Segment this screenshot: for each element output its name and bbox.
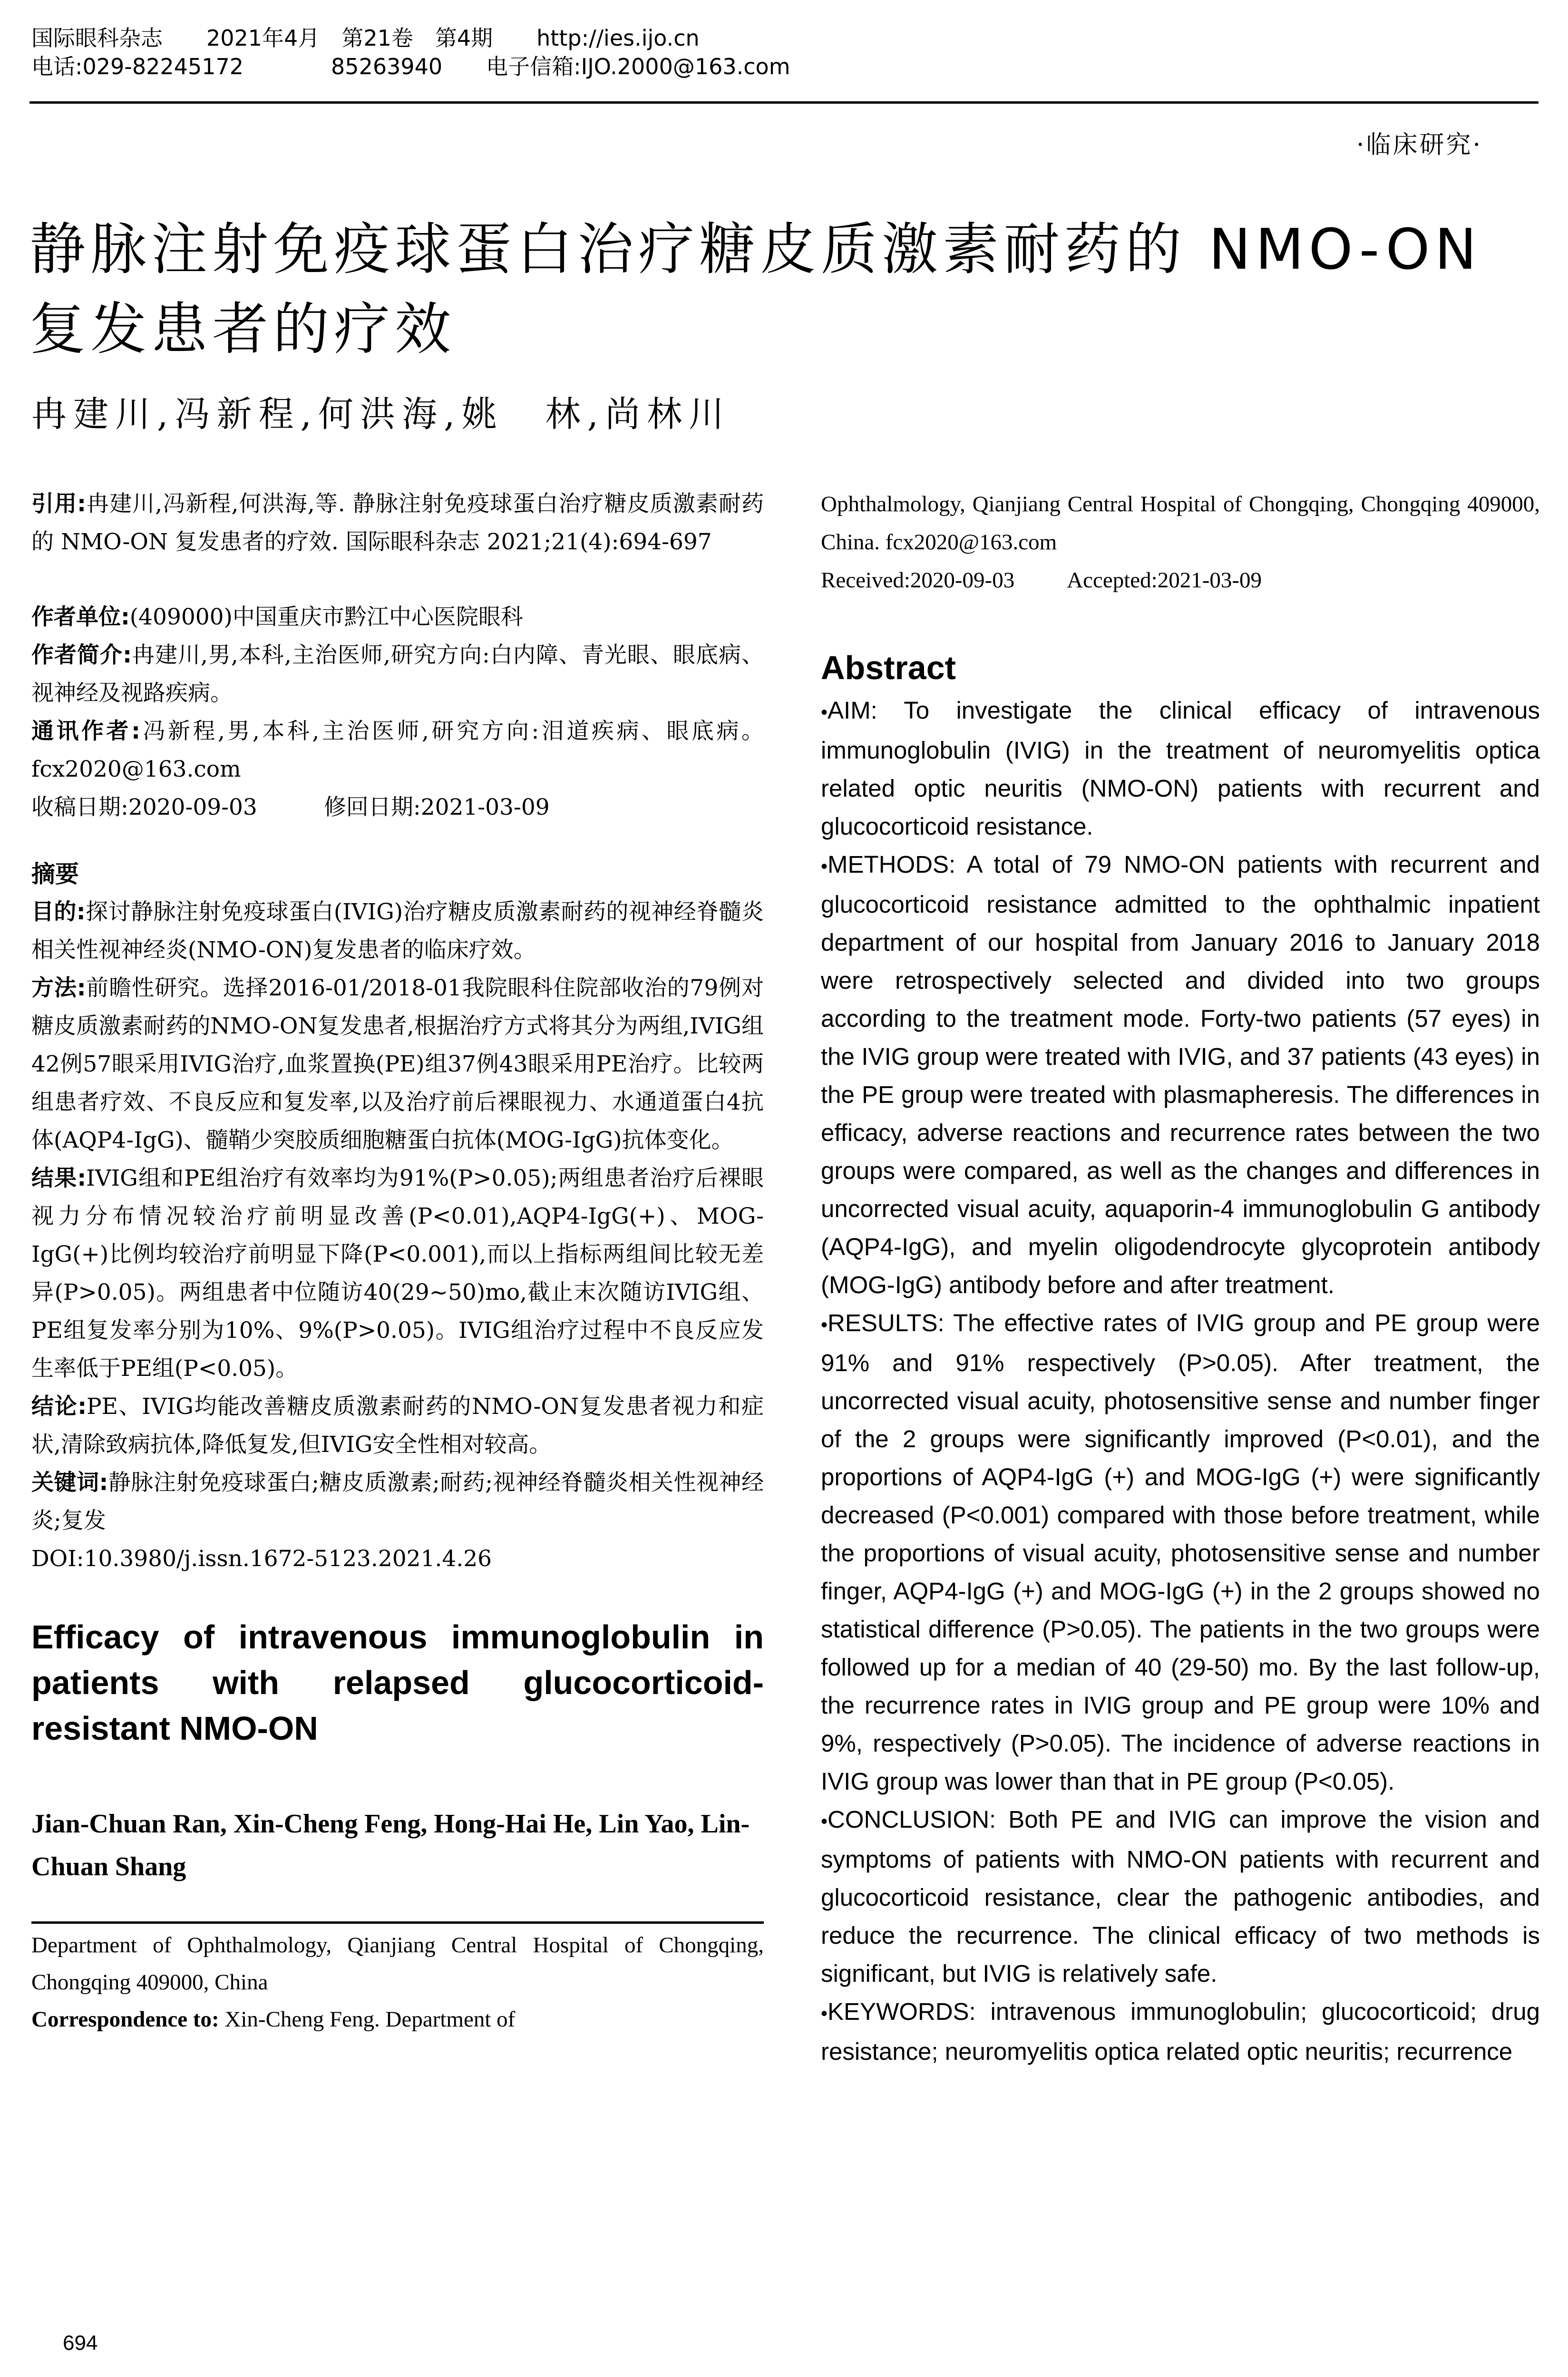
- correspondence-label: Correspondence to:: [31, 2007, 219, 2032]
- cn-keywords: [31, 1464, 764, 1540]
- phone-2: 85263940: [331, 54, 443, 79]
- cn-abstract-heading: 摘要: [31, 860, 79, 888]
- author-bio: [31, 636, 764, 712]
- abstract-conclusion: [821, 1801, 1540, 1993]
- author-unit-text: (409000)中国重庆市黔江中心医院眼科: [129, 604, 523, 630]
- en-dates: [821, 561, 1540, 599]
- author-unit-label: 作者单位:: [31, 604, 130, 630]
- correspondence: [31, 2001, 764, 2038]
- chinese-authors: 冉建川,冯新程,何洪海,姚 林,尚林川: [31, 394, 731, 435]
- cn-conclusion: [31, 1388, 764, 1464]
- cn-keywords-label: 关键词:: [31, 1470, 108, 1496]
- author-unit: [31, 598, 764, 636]
- left-column: [31, 485, 764, 2038]
- cn-keywords-text: 静脉注射免疫球蛋白;糖皮质激素;耐药;视神经脊髓炎相关性视神经炎;复发: [31, 1470, 764, 1534]
- cn-aim-text: 探讨静脉注射免疫球蛋白(IVIG)治疗糖皮质激素耐药的视神经脊髓炎相关性视神经炎(NMO-ON)复发患者的临床疗效。: [31, 899, 764, 963]
- page-number: 694: [63, 2331, 98, 2355]
- bullet-icon: •: [821, 1315, 828, 1335]
- cn-conclusion-label: 结论:: [31, 1393, 87, 1420]
- cn-dates: [31, 789, 764, 827]
- cn-aim: [31, 893, 764, 969]
- correspondence-continued: Ophthalmology, Qianjiang Central Hospital of Chongqing, Chongqing 409000, China. fcx2020@163.com: [821, 492, 1540, 555]
- received-date: 收稿日期:2020-09-03: [31, 794, 257, 820]
- cn-results: [31, 1159, 764, 1388]
- doi[interactable]: DOI:10.3980/j.issn.1672-5123.2021.4.26: [31, 1546, 492, 1572]
- citation-text: 冉建川,冯新程,何洪海,等. 静脉注射免疫球蛋白治疗糖皮质激素耐药的 NMO-ON 复发患者的疗效. 国际眼科杂志 2021;21(4):694-697: [31, 491, 764, 555]
- correspondence-text-left: Xin-Cheng Feng. Department of: [224, 2007, 516, 2032]
- citation: [31, 485, 764, 561]
- running-header: [31, 24, 790, 81]
- chinese-title: 静脉注射免疫球蛋白治疗糖皮质激素耐药的 NMO-ON 复发患者的疗效: [29, 216, 1481, 362]
- corresponding-author: [31, 712, 764, 789]
- journal-url[interactable]: http://ies.ijo.cn: [536, 25, 700, 51]
- affiliation: Department of Ophthalmology, Qianjiang Central Hospital of Chongqing, Chongqing 409000, China: [31, 1933, 764, 1995]
- cn-methods-label: 方法:: [31, 975, 86, 1001]
- affiliation-rule: [31, 1921, 764, 1924]
- journal-name: 国际眼科杂志: [31, 25, 163, 51]
- header-rule: [29, 101, 1539, 104]
- right-column: [821, 485, 1540, 2071]
- abstract-keywords: [821, 1993, 1540, 2071]
- abstract-results: [821, 1304, 1540, 1801]
- abstract-aim-text: AIM: To investigate the clinical efficacy of intravenous immunoglobulin (IVIG) in the treatment of neuromyelitis optica related optic neuritis (NMO-ON) patients with recurrent and glucocorticoid resistance.: [821, 697, 1540, 840]
- revised-date: 修回日期:2021-03-09: [323, 794, 550, 820]
- abstract-keywords-text: KEYWORDS: intravenous immunoglobulin; glucocorticoid; drug resistance; neuromyelitis optica related optic neuritis; recurrence: [821, 1998, 1540, 2065]
- cn-conclusion-text: PE、IVIG均能改善糖皮质激素耐药的NMO-ON复发患者视力和症状,清除致病抗体,降低复发,但IVIG安全性相对较高。: [31, 1393, 764, 1458]
- cn-aim-label: 目的:: [31, 899, 86, 925]
- abstract-methods-text: METHODS: A total of 79 NMO-ON patients with recurrent and glucocorticoid resistance admitted to the ophthalmic inpatient department of our hospital from January 2016 to January 2018 were retrospectively selected and divided into two groups according to the treatment mode. Forty-two patients (57 eyes) in the IVIG group were treated with IVIG, and 37 patients (43 eyes) in the PE group were treated with plasmapheresis. The differences in efficacy, adverse reactions and recurrence rates between the two groups were compared, as well as the changes and differences in uncorrected visual acuity, aquaporin-4 immunoglobulin G antibody (AQP4-IgG), and myelin oligodendrocyte glycoprotein antibody (MOG-IgG) antibody before and after treatment.: [821, 851, 1540, 1298]
- corresponding-author-text: 冯新程,男,本科,主治医师,研究方向:泪道疾病、眼底病。fcx2020@163.com: [31, 718, 764, 782]
- cn-methods: [31, 969, 764, 1159]
- author-bio-label: 作者简介:: [31, 642, 132, 668]
- phone: 电话:029-82245172: [31, 54, 244, 79]
- abstract-results-text: RESULTS: The effective rates of IVIG group and PE group were 91% and 91% respectively (P>0.05). After treatment, the uncorrected visual acuity, photosensitive sense and number finger of the 2 groups were significantly improved (P<0.01), and the proportions of AQP4-IgG (+) and MOG-IgG (+) were significantly decreased (P<0.001) compared with those before treatment, while the proportions of visual acuity, photosensitive sense and number finger, AQP4-IgG (+) and MOG-IgG (+) in the 2 groups showed no statistical difference (P>0.05). The patients in the two groups were followed up for a median of 40 (29-50) mo. By the last follow-up, the recurrence rates in IVIG group and PE group were 10% and 9%, respectively (P>0.05). The incidence of adverse reactions in IVIG group was lower than that in PE group (P<0.05).: [821, 1309, 1540, 1795]
- cn-results-text: IVIG组和PE组治疗有效率均为91%(P>0.05);两组患者治疗后裸眼视力分布情况较治疗前明显改善(P<0.01),AQP4-IgG(+)、MOG-IgG(+)比例均较治疗前明显下降(P<0.001),而以上指标两组间比较无差异(P>0.05)。两组患者中位随访40(29~50)mo,截止末次随访IVIG组、PE组复发率分别为10%、9%(P>0.05)。IVIG组治疗过程中不良反应发生率低于PE组(P<0.05)。: [31, 1165, 764, 1382]
- corresponding-author-label: 通讯作者:: [31, 718, 140, 744]
- bullet-icon: •: [821, 856, 828, 877]
- journal-email[interactable]: 电子信箱:IJO.2000@163.com: [486, 54, 790, 79]
- abstract-methods: [821, 846, 1540, 1304]
- cn-methods-text: 前瞻性研究。选择2016-01/2018-01我院眼科住院部收治的79例对糖皮质激素耐药的NMO-ON复发患者,根据治疗方式将其分为两组,IVIG组42例57眼采用IVIG治疗,血浆置换(PE)组37例43眼采用PE治疗。比较两组患者疗效、不良反应和复发率,以及治疗前后裸眼视力、水通道蛋白4抗体(AQP4-IgG)、髓鞘少突胶质细胞糖蛋白抗体(MOG-IgG)抗体变化。: [31, 975, 764, 1153]
- english-authors: Jian-Chuan Ran, Xin-Cheng Feng, Hong-Hai He, Lin Yao, Lin-Chuan Shang: [31, 1809, 750, 1881]
- bullet-icon: •: [821, 1811, 828, 1832]
- author-bio-text: 冉建川,男,本科,主治医师,研究方向:白内障、青光眼、眼底病、视神经及视路疾病。: [31, 642, 764, 706]
- section-label: ·临床研究·: [1356, 131, 1482, 159]
- bullet-icon: •: [821, 702, 828, 723]
- abstract-aim: [821, 692, 1540, 846]
- english-title: Efficacy of intravenous immunoglobulin in patients with relapsed glucocorticoid-resistant NMO-ON: [31, 1618, 764, 1747]
- en-accepted-date: Accepted:2021-03-09: [1067, 568, 1262, 593]
- citation-label: 引用:: [31, 491, 86, 517]
- issue-info: 2021年4月 第21卷 第4期: [206, 25, 493, 51]
- cn-results-label: 结果:: [31, 1165, 87, 1191]
- abstract-heading: Abstract: [821, 649, 956, 686]
- abstract-conclusion-text: CONCLUSION: Both PE and IVIG can improve the vision and symptoms of patients with NMO-ON patients with recurrent and glucocorticoid resistance, clear the pathogenic antibodies, and reduce the recurrence. The clinical efficacy of two methods is significant, but IVIG is relatively safe.: [821, 1806, 1540, 1987]
- en-received-date: Received:2020-09-03: [821, 568, 1015, 593]
- bullet-icon: •: [821, 2003, 828, 2024]
